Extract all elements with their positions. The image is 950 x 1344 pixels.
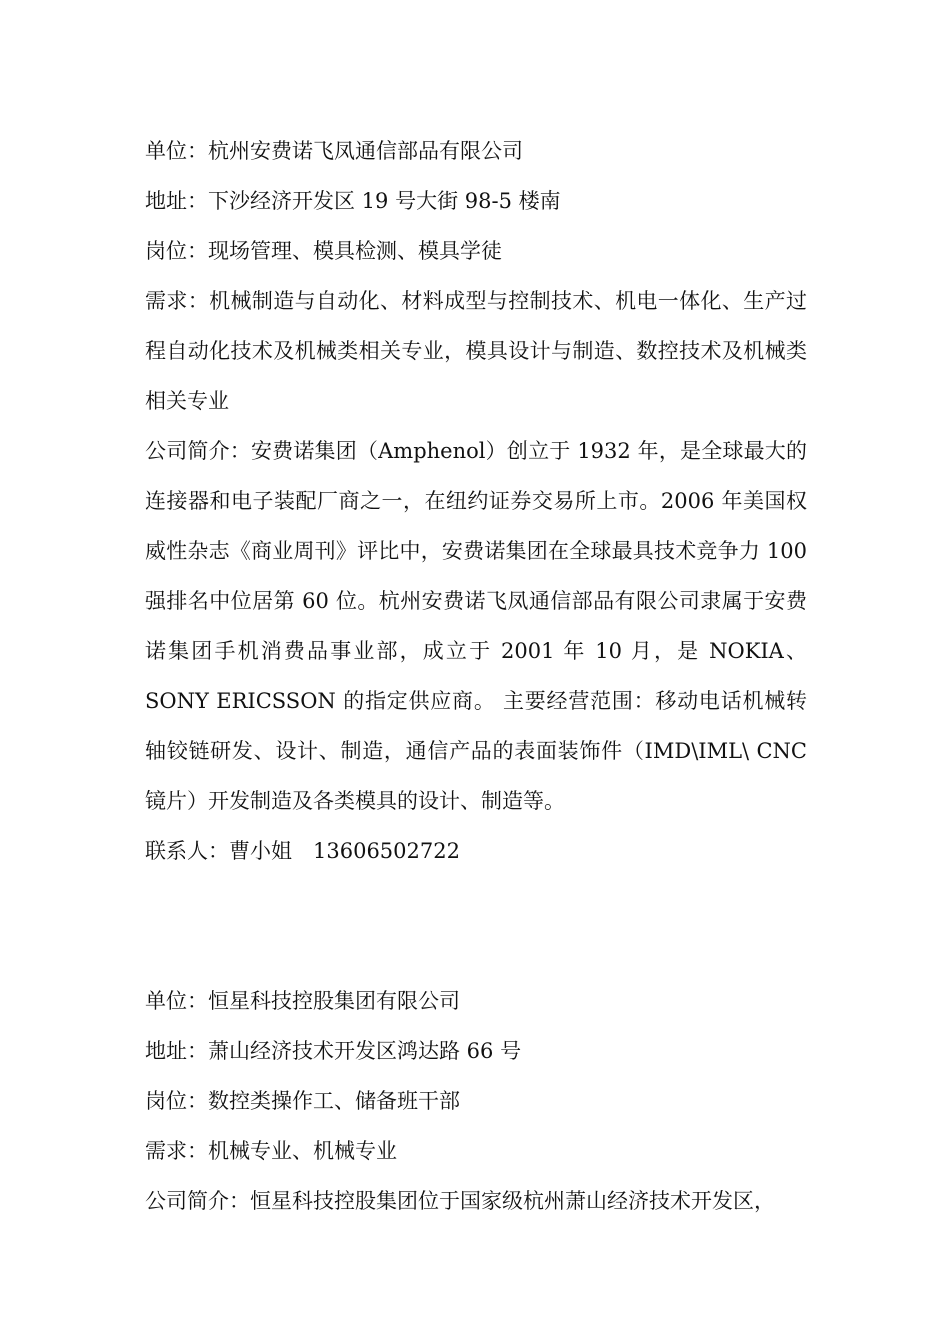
contact-line: 联系人：曹小姐 13606502722 — [145, 839, 460, 863]
requirements-line: 需求：机械专业、机械专业 — [145, 1139, 397, 1163]
document-content — [145, 126, 807, 1226]
address-line: 地址：萧山经济技术开发区鸿达路 66 号 — [145, 1039, 522, 1063]
unit-line: 单位：恒星科技控股集团有限公司 — [145, 989, 460, 1013]
company-intro-paragraph: 公司简介：安费诺集团（Amphenol）创立于 1932 年，是全球最大的连接器和电子装配厂商之一，在纽约证券交易所上市。2006 年美国权威性杂志《商业周刊》评比中，安费诺集团在全球最具技术竞争力 100 强排名中位居第 60 位。杭州安费诺飞凤通信部品有限公司隶属于安费诺集团手机消费品事业部，成立于 2001 年 10 月，是 NOKIA、SONY ERICSSON 的指定供应商。 主要经营范围：移动电话机械转轴铰链研发、设计、制造，通信产品的表面装饰件（IMD\IML\ CNC 镜片）开发制造及各类模具的设计、制造等。 — [145, 439, 807, 813]
company-entry-hengxing — [145, 976, 807, 1226]
unit-line: 单位：杭州安费诺飞凤通信部品有限公司 — [145, 139, 523, 163]
address-line: 地址：下沙经济开发区 19 号大街 98-5 楼南 — [145, 189, 561, 213]
company-entry-amphenol — [145, 126, 807, 876]
positions-line: 岗位：数控类操作工、储备班干部 — [145, 1089, 460, 1113]
positions-line: 岗位：现场管理、模具检测、模具学徒 — [145, 239, 502, 263]
company-intro-paragraph: 公司简介：恒星科技控股集团位于国家级杭州萧山经济技术开发区， — [145, 1189, 775, 1213]
requirements-paragraph: 需求：机械制造与自动化、材料成型与控制技术、机电一体化、生产过程自动化技术及机械类相关专业，模具设计与制造、数控技术及机械类相关专业 — [145, 289, 807, 413]
entry-spacer — [145, 876, 807, 976]
